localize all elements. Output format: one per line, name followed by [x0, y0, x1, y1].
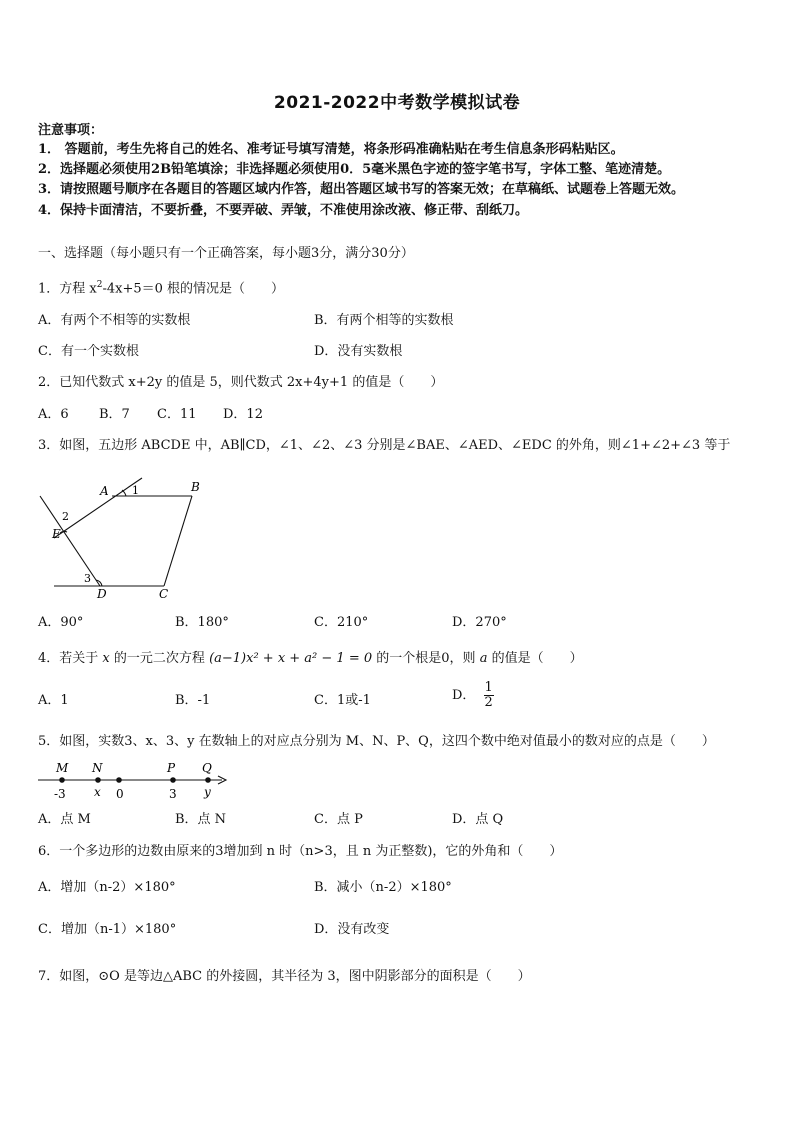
- point-m: [59, 777, 65, 783]
- label-angle-2: 2: [62, 510, 69, 523]
- tick-y: y: [204, 785, 211, 799]
- q2-option-c[interactable]: C．11: [157, 407, 197, 422]
- pentagon-figure: [30, 476, 250, 604]
- q5-stem: 5．如图，实数3、x、3、y 在数轴上的对应点分别为 M、N、P、Q，这四个数中绝对值最小的数对应的点是（ ）: [38, 734, 715, 749]
- var-a: a: [479, 651, 488, 666]
- q6-option-c[interactable]: C．增加（n-1）×180°: [38, 922, 177, 937]
- tick-x: x: [94, 785, 101, 799]
- q3-option-c[interactable]: C．210°: [314, 615, 369, 630]
- tick-3: 3: [169, 787, 177, 801]
- label-q: Q: [202, 761, 212, 775]
- q6-option-a[interactable]: A．增加（n-2）×180°: [38, 880, 176, 895]
- q5-option-d[interactable]: D．点 Q: [452, 812, 504, 827]
- q1-option-d[interactable]: D．没有实数根: [314, 344, 403, 359]
- point-p: [170, 777, 176, 783]
- q6-option-b[interactable]: B．减小（n-2）×180°: [314, 880, 452, 895]
- q3-stem: 3．如图，五边形 ABCDE 中，AB∥CD，∠1、∠2、∠3 分别是∠BAE、∠AED、∠EDC 的外角，则∠1+∠2+∠3 等于: [38, 438, 731, 453]
- notice-item-2: 2．选择题必须使用2B铅笔填涂；非选择题必须使用0．5毫米黑色字迹的签字笔书写，字体工整、笔迹清楚。: [38, 162, 671, 177]
- q7-stem: 7．如图，⊙O 是等边△ABC 的外接圆，其半径为 3，图中阴影部分的面积是（ ）: [38, 969, 531, 984]
- label-angle-3: 3: [84, 572, 91, 585]
- q5-option-b[interactable]: B．点 N: [175, 812, 227, 827]
- q2-stem: 2．已知代数式 x+2y 的值是 5，则代数式 2x+4y+1 的值是（ ）: [38, 375, 444, 390]
- label-p: P: [167, 761, 176, 775]
- label-n: N: [92, 761, 103, 775]
- label-c: C: [159, 587, 169, 601]
- tick-minus-3: -3: [54, 787, 66, 801]
- label-b: B: [191, 480, 200, 494]
- q2-option-a[interactable]: A．6: [38, 407, 69, 422]
- equation: (a−1)x² + x + a² − 1 = 0: [209, 651, 373, 666]
- point-n: [95, 777, 101, 783]
- line-ea-extended: [54, 478, 142, 538]
- q6-option-d[interactable]: D．没有改变: [314, 922, 390, 937]
- label-e: E: [52, 527, 61, 541]
- notice-heading: 注意事项：: [38, 123, 104, 138]
- q3-option-a[interactable]: A．90°: [38, 615, 84, 630]
- q6-stem: 6．一个多边形的边数由原来的3增加到 n 时（n>3，且 n 为正整数)，它的外角和（ ）: [38, 844, 563, 859]
- q1-stem: 1．方程 $x^2-4x+5=0$ 根的情况是（ ）: [38, 280, 285, 297]
- q1-option-a[interactable]: A．有两个不相等的实数根: [38, 313, 191, 328]
- q4-option-a[interactable]: A．1: [38, 693, 69, 708]
- q4-option-b[interactable]: B．-1: [175, 693, 211, 708]
- q2-option-b[interactable]: B．7: [99, 407, 130, 422]
- number-line: [36, 758, 236, 802]
- section-heading: 一、选择题（每小题只有一个正确答案，每小题3分，满分30分）: [38, 246, 414, 261]
- q4-option-d[interactable]: D． $\frac{1}{2}$: [452, 680, 493, 710]
- point-origin: [116, 777, 122, 783]
- q3-option-b[interactable]: B．180°: [175, 615, 229, 630]
- tick-0: 0: [116, 787, 124, 801]
- fraction-one-half: $\frac{1}{2}$: [484, 680, 493, 710]
- label-a: A: [100, 484, 109, 498]
- q5-option-a[interactable]: A．点 M: [38, 812, 91, 827]
- var-x: x: [102, 651, 110, 666]
- q5-option-c[interactable]: C．点 P: [314, 812, 363, 827]
- notice-item-4: 4．保持卡面清洁，不要折叠，不要弄破、弄皱，不准使用涂改液、修正带、刮纸刀。: [38, 203, 529, 218]
- line-bc: [164, 496, 192, 586]
- q1-option-c[interactable]: C．有一个实数根: [38, 344, 139, 359]
- page-title: 2021-2022中考数学模拟试卷: [273, 93, 521, 113]
- label-m: M: [56, 761, 69, 775]
- q4-stem: 4．若关于 x 的一元二次方程 (a−1)x² + x + a² − 1 = 0 的一个根是0，则 a 的值是（ ）: [38, 651, 583, 666]
- notice-item-1: 1． 答题前，考生先将自己的姓名、准考证号填写清楚，将条形码准确粘贴在考生信息条形码粘贴区。: [38, 142, 624, 157]
- q1-option-b[interactable]: B．有两个相等的实数根: [314, 313, 454, 328]
- notice-item-3: 3．请按照题号顺序在各题目的答题区域内作答，超出答题区域书写的答案无效；在草稿纸、试题卷上答题无效。: [38, 182, 685, 197]
- point-q: [205, 777, 211, 783]
- label-angle-1: 1: [132, 484, 139, 497]
- line-ed-extended: [40, 496, 100, 586]
- q4-option-c[interactable]: C．1或-1: [314, 693, 371, 708]
- q3-option-d[interactable]: D．270°: [452, 615, 507, 630]
- q2-option-d[interactable]: D．12: [223, 407, 263, 422]
- label-d: D: [97, 587, 107, 601]
